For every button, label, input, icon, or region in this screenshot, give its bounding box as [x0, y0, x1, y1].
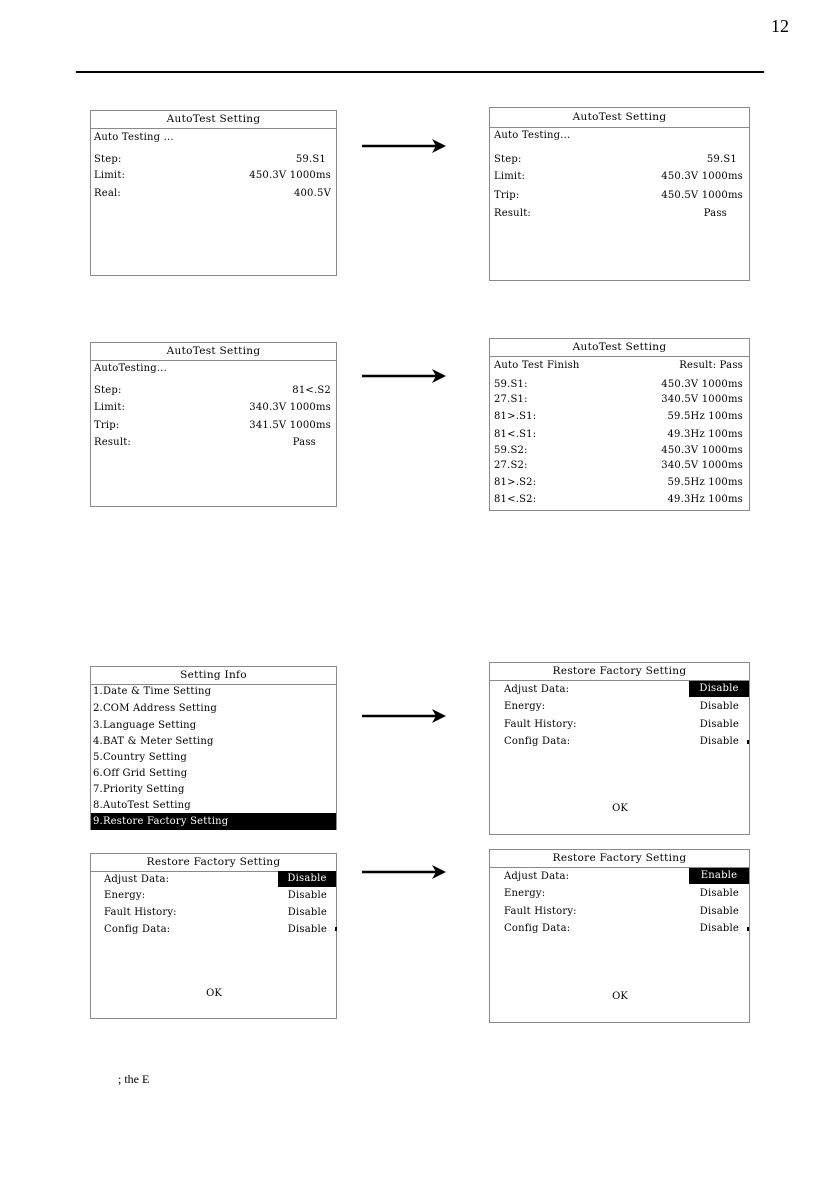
adjust-data-label: Adjust Data: [504, 684, 570, 695]
menu-item-date-time[interactable]: 1.Date & Time Setting [93, 686, 212, 697]
adjust-data-value[interactable]: Enable [689, 868, 749, 884]
fault-history-label: Fault History: [504, 719, 577, 730]
result-value: Pass [703, 208, 727, 219]
step-value: 81<.S2 [292, 385, 331, 396]
real-value: 400.5V [293, 188, 331, 199]
limit-label: Limit: [494, 171, 526, 182]
row-label: 27.S1: [494, 394, 528, 405]
config-data-label: Config Data: [504, 923, 571, 934]
row-label: 27.S2: [494, 460, 528, 471]
row-label: 59.S2: [494, 445, 528, 456]
panel-title: AutoTest Setting [91, 343, 336, 361]
menu-item-priority[interactable]: 7.Priority Setting [93, 784, 185, 795]
ok-button[interactable]: OK [612, 991, 628, 1002]
menu-item-com-address[interactable]: 2.COM Address Setting [93, 703, 218, 714]
autotest-progress-panel [90, 110, 337, 276]
adjust-data-label: Adjust Data: [504, 871, 570, 882]
limit-value: 450.3V 1000ms [249, 170, 331, 181]
row-label: 81>.S1: [494, 411, 537, 422]
row-label: 59.S1: [494, 379, 528, 390]
result-value: Pass [292, 437, 316, 448]
config-data-label: Config Data: [104, 924, 171, 935]
limit-label: Limit: [94, 170, 126, 181]
autotest-step-panel [90, 342, 337, 507]
row-label: 81<.S1: [494, 429, 537, 440]
fault-history-label: Fault History: [104, 907, 177, 918]
ok-button[interactable]: OK [206, 988, 222, 999]
energy-label: Energy: [504, 888, 546, 899]
restore-factory-panel-a [489, 662, 750, 835]
energy-label: Energy: [104, 890, 146, 901]
panel-title: Restore Factory Setting [91, 854, 336, 872]
restore-factory-panel-c [489, 849, 750, 1023]
panel-title: AutoTest Setting [490, 339, 749, 357]
trip-label: Trip: [494, 190, 520, 201]
energy-value[interactable]: Disable [287, 890, 327, 901]
limit-label: Limit: [94, 402, 126, 413]
row-value: 59.5Hz 100ms [667, 411, 743, 422]
row-label: 81<.S2: [494, 494, 537, 505]
step-value: 59.S1 [706, 154, 737, 165]
menu-item-language[interactable]: 3.Language Setting [93, 720, 197, 731]
cursor-marker [747, 740, 749, 744]
step-label: Step: [94, 385, 122, 396]
right-arrow-icon [360, 366, 450, 386]
row-label: 81>.S2: [494, 477, 537, 488]
autotest-finish-panel [489, 338, 750, 511]
cursor-marker [747, 927, 749, 931]
limit-value: 450.3V 1000ms [661, 171, 743, 182]
step-value: 59.S1 [295, 154, 326, 165]
menu-item-off-grid[interactable]: 6.Off Grid Setting [93, 768, 188, 779]
status-text: Auto Testing... [494, 130, 571, 141]
config-data-value[interactable]: Disable [287, 924, 327, 935]
ok-button[interactable]: OK [612, 803, 628, 814]
fault-history-value[interactable]: Disable [699, 719, 739, 730]
result-label: Result: [494, 208, 532, 219]
fault-history-label: Fault History: [504, 906, 577, 917]
finish-result: Result: Pass [679, 360, 743, 371]
config-data-label: Config Data: [504, 736, 571, 747]
cursor-marker [335, 927, 337, 931]
row-value: 450.3V 1000ms [661, 445, 743, 456]
panel-title: AutoTest Setting [91, 111, 336, 129]
row-value: 49.3Hz 100ms [667, 494, 743, 505]
page-number: 12 [771, 16, 789, 36]
config-data-value[interactable]: Disable [699, 923, 739, 934]
energy-label: Energy: [504, 701, 546, 712]
step-label: Step: [494, 154, 522, 165]
energy-value[interactable]: Disable [699, 701, 739, 712]
fault-history-value[interactable]: Disable [699, 906, 739, 917]
panel-title: Setting Info [91, 667, 336, 685]
menu-item-country[interactable]: 5.Country Setting [93, 752, 187, 763]
trip-value: 341.5V 1000ms [249, 420, 331, 431]
energy-value[interactable]: Disable [699, 888, 739, 899]
status-text: Auto Testing ... [94, 132, 174, 143]
restore-factory-panel-b [90, 853, 337, 1019]
real-label: Real: [94, 188, 121, 199]
step-label: Step: [94, 154, 122, 165]
adjust-data-value[interactable]: Disable [278, 871, 336, 887]
panel-title: Restore Factory Setting [490, 663, 749, 681]
menu-item-autotest[interactable]: 8.AutoTest Setting [93, 800, 191, 811]
header-rule [76, 71, 764, 73]
trip-label: Trip: [94, 420, 120, 431]
finish-label: Auto Test Finish [494, 360, 580, 371]
panel-title: Restore Factory Setting [490, 850, 749, 868]
row-value: 340.5V 1000ms [661, 460, 743, 471]
row-value: 450.3V 1000ms [661, 379, 743, 390]
result-label: Result: [94, 437, 132, 448]
footer-note: ; the E [118, 1072, 150, 1086]
right-arrow-icon [360, 706, 450, 726]
adjust-data-value[interactable]: Disable [689, 681, 749, 697]
row-value: 49.3Hz 100ms [667, 429, 743, 440]
right-arrow-icon [360, 862, 450, 882]
panel-title: AutoTest Setting [490, 108, 749, 128]
adjust-data-label: Adjust Data: [104, 874, 170, 885]
limit-value: 340.3V 1000ms [249, 402, 331, 413]
trip-value: 450.5V 1000ms [661, 190, 743, 201]
fault-history-value[interactable]: Disable [287, 907, 327, 918]
setting-info-menu [90, 666, 337, 830]
menu-item-bat-meter[interactable]: 4.BAT & Meter Setting [93, 736, 214, 747]
row-value: 59.5Hz 100ms [667, 477, 743, 488]
menu-item-label: 9.Restore Factory Setting [93, 816, 229, 827]
autotest-result-panel [489, 107, 750, 281]
right-arrow-icon [360, 136, 450, 156]
row-value: 340.5V 1000ms [661, 394, 743, 405]
status-text: AutoTesting... [94, 363, 168, 374]
menu-item-restore-factory[interactable] [91, 813, 336, 830]
config-data-value[interactable]: Disable [699, 736, 739, 747]
